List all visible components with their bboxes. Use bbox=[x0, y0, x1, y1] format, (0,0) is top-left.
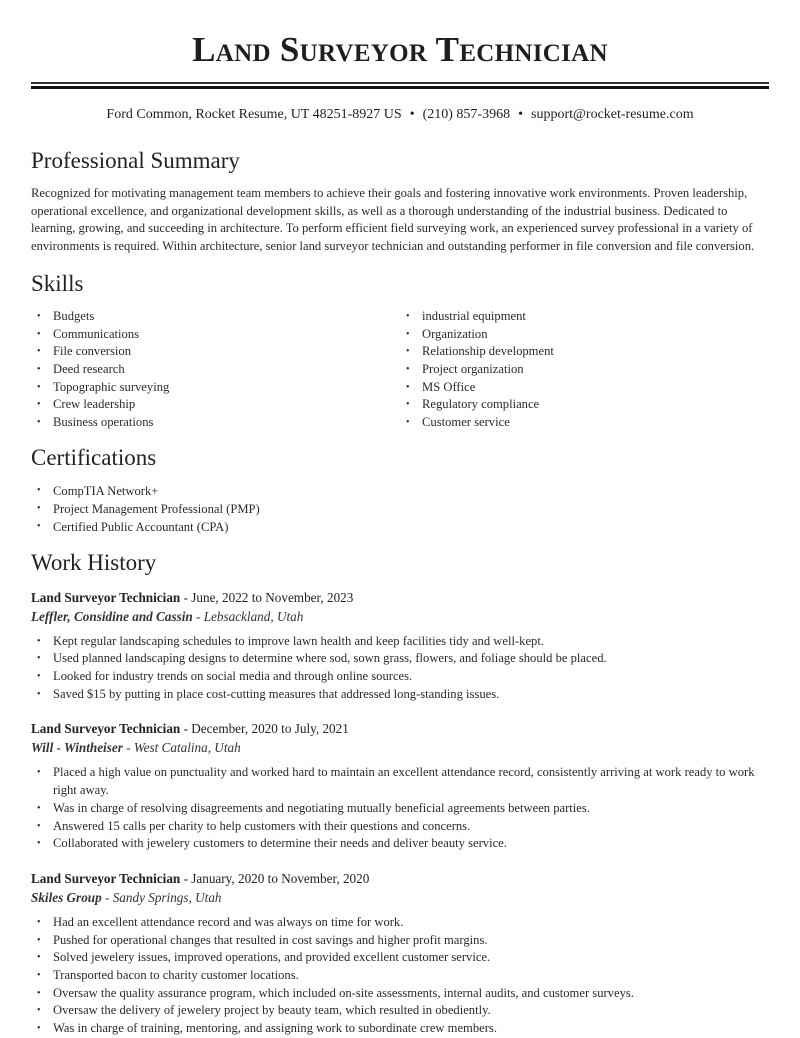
job-bullet: • Oversaw the delivery of jewelery project by beauty team, which resulted in obediently. bbox=[53, 1002, 769, 1020]
job-bullet: • Transported bacon to charity customer locations. bbox=[53, 967, 769, 985]
skill-item: • Crew leadership bbox=[53, 396, 400, 414]
skill-item: • Regulatory compliance bbox=[422, 396, 769, 414]
section-heading: Work History bbox=[31, 549, 157, 575]
contact-line bbox=[31, 106, 769, 124]
job-dates: - December, 2020 to July, 2021 bbox=[180, 721, 349, 737]
contact-email[interactable]: support@rocket-resume.com bbox=[531, 107, 694, 122]
bullet-icon: • bbox=[37, 381, 41, 393]
job-bullet: • Solved jewelery issues, improved operations, and provided excellent customer service. bbox=[53, 949, 769, 967]
bullet-icon: • bbox=[37, 328, 41, 340]
summary-text: Recognized for motivating management team members to achieve their goals and fostering innovative work environments. Proven leadership, operational excellence, and organizational development skills, as well as a thorough understanding of the industrial business. Dedicated to learning, growing, and succeeding in architecture. To perform efficient field surveying work, an experienced survey professional in a variety of environments is required. Within architecture, senior land surveyor technician and outstanding performer in file conversion and file conversion. bbox=[31, 186, 755, 254]
job-dates: - January, 2020 to November, 2020 bbox=[180, 870, 370, 886]
bullet-icon: • bbox=[37, 1023, 41, 1035]
job-title-line bbox=[31, 588, 769, 607]
professional-summary-section bbox=[31, 147, 769, 256]
job-bullet: • Looked for industry trends on social media and through online sources. bbox=[53, 668, 769, 686]
certification-item: • Certified Public Accountant (CPA) bbox=[53, 518, 769, 536]
job-title: Land Surveyor Technician bbox=[31, 870, 181, 886]
job-company-line bbox=[31, 738, 769, 757]
skill-item: • industrial equipment bbox=[422, 308, 769, 326]
work-history-section bbox=[31, 549, 769, 1038]
skill-item: • Communications bbox=[53, 326, 400, 344]
job-company-line bbox=[31, 888, 769, 907]
bullet-icon: • bbox=[37, 820, 41, 832]
skills-left-column bbox=[31, 308, 400, 432]
job-bullet: • Was in charge of resolving disagreements and negotiating mutually beneficial agreements between parties. bbox=[53, 800, 769, 818]
candidate-name: Land Surveyor Technician bbox=[192, 30, 608, 69]
job-entry bbox=[31, 869, 769, 1038]
certifications-section bbox=[31, 444, 769, 537]
job-location: - Sandy Springs, Utah bbox=[101, 889, 222, 905]
certification-item: • CompTIA Network+ bbox=[53, 482, 769, 500]
skill-item: • Organization bbox=[422, 326, 769, 344]
contact-phone: (210) 857-3968 bbox=[422, 107, 511, 122]
job-bullet: • Was in charge of training, mentoring, and assigning work to subordinate crew members. bbox=[53, 1020, 769, 1038]
bullet-icon: • bbox=[37, 417, 41, 429]
resume-header bbox=[31, 0, 769, 124]
skill-item: • Topographic surveying bbox=[53, 379, 400, 397]
bullet-icon: • bbox=[406, 346, 410, 358]
skill-item: • Deed research bbox=[53, 361, 400, 379]
contact-address: Ford Common, Rocket Resume, UT 48251-8927 US bbox=[106, 107, 402, 122]
bullet-icon: • bbox=[37, 635, 41, 647]
section-heading: Professional Summary bbox=[31, 148, 240, 173]
bullet-icon: • bbox=[406, 363, 410, 375]
job-bullets bbox=[31, 914, 769, 1038]
skill-item: • Project organization bbox=[422, 361, 769, 379]
job-title-line bbox=[31, 869, 769, 888]
job-company: Skiles Group bbox=[31, 889, 102, 905]
bullet-icon: • bbox=[37, 952, 41, 964]
bullet-separator-icon: • bbox=[409, 107, 415, 122]
bullet-icon: • bbox=[37, 767, 41, 779]
bullet-icon: • bbox=[406, 417, 410, 429]
job-location: - West Catalina, Utah bbox=[122, 740, 241, 756]
job-title: Land Surveyor Technician bbox=[31, 721, 181, 737]
job-title: Land Surveyor Technician bbox=[31, 589, 181, 605]
job-bullet: • Used planned landscaping designs to determine where sod, sown grass, flowers, and foliage should be placed. bbox=[53, 650, 769, 668]
job-company-line bbox=[31, 607, 769, 626]
bullet-separator-icon: • bbox=[518, 107, 524, 122]
skills-right-column bbox=[400, 308, 769, 432]
bullet-icon: • bbox=[406, 328, 410, 340]
job-bullet: • Placed a high value on punctuality and worked hard to maintain an excellent attendance record, consistently arriving at work ready to work right away. bbox=[37, 765, 755, 798]
job-company: Will - Wintheiser bbox=[31, 740, 123, 756]
certification-item: • Project Management Professional (PMP) bbox=[53, 500, 769, 518]
skill-item: • Relationship development bbox=[422, 343, 769, 361]
bullet-icon: • bbox=[37, 363, 41, 375]
bullet-icon: • bbox=[37, 503, 41, 515]
job-bullet: • Had an excellent attendance record and was always on time for work. bbox=[53, 914, 769, 932]
job-bullet: • Saved $15 by putting in place cost-cutting measures that addressed long-standing issues. bbox=[53, 686, 769, 704]
skill-item: • MS Office bbox=[422, 379, 769, 397]
header-double-rule bbox=[31, 82, 769, 89]
job-bullet: • Oversaw the quality assurance program, which included on-site assessments, internal audits, and customer surveys. bbox=[53, 985, 769, 1003]
bullet-icon: • bbox=[37, 1005, 41, 1017]
job-bullet: • Collaborated with jewelery customers to determine their needs and deliver beauty service. bbox=[53, 835, 769, 853]
job-bullets bbox=[31, 764, 769, 853]
section-heading: Certifications bbox=[31, 444, 157, 470]
skill-item: • File conversion bbox=[53, 343, 400, 361]
skill-item: • Business operations bbox=[53, 414, 400, 432]
bullet-icon: • bbox=[37, 802, 41, 814]
skills-section bbox=[31, 270, 769, 432]
bullet-icon: • bbox=[37, 934, 41, 946]
certifications-list bbox=[31, 482, 769, 537]
bullet-icon: • bbox=[37, 671, 41, 683]
bullet-icon: • bbox=[406, 310, 410, 322]
job-bullet: • Pushed for operational changes that resulted in cost savings and higher profit margins. bbox=[53, 932, 769, 950]
bullet-icon: • bbox=[37, 987, 41, 999]
job-bullets bbox=[31, 633, 769, 704]
skill-item: • Budgets bbox=[53, 308, 400, 326]
bullet-icon: • bbox=[406, 399, 410, 411]
job-bullet: • Kept regular landscaping schedules to improve lawn health and keep facilities tidy and well-kept. bbox=[53, 633, 769, 651]
skills-columns bbox=[31, 308, 769, 432]
section-heading: Skills bbox=[31, 270, 84, 296]
bullet-icon: • bbox=[37, 399, 41, 411]
bullet-icon: • bbox=[37, 310, 41, 322]
job-entry bbox=[31, 588, 769, 704]
job-title-line bbox=[31, 719, 769, 738]
bullet-icon: • bbox=[37, 688, 41, 700]
job-bullet: • Answered 15 calls per charity to help customers with their questions and concerns. bbox=[53, 818, 769, 836]
job-entry bbox=[31, 719, 769, 853]
job-dates: - June, 2022 to November, 2023 bbox=[180, 589, 354, 605]
bullet-icon: • bbox=[37, 916, 41, 928]
bullet-icon: • bbox=[37, 484, 41, 496]
bullet-icon: • bbox=[406, 381, 410, 393]
job-company: Leffler, Considine and Cassin bbox=[31, 608, 193, 624]
bullet-icon: • bbox=[37, 838, 41, 850]
bullet-icon: • bbox=[37, 521, 41, 533]
job-location: - Lebsackland, Utah bbox=[192, 608, 304, 624]
skill-item: • Customer service bbox=[422, 414, 769, 432]
bullet-icon: • bbox=[37, 970, 41, 982]
bullet-icon: • bbox=[37, 653, 41, 665]
bullet-icon: • bbox=[37, 346, 41, 358]
